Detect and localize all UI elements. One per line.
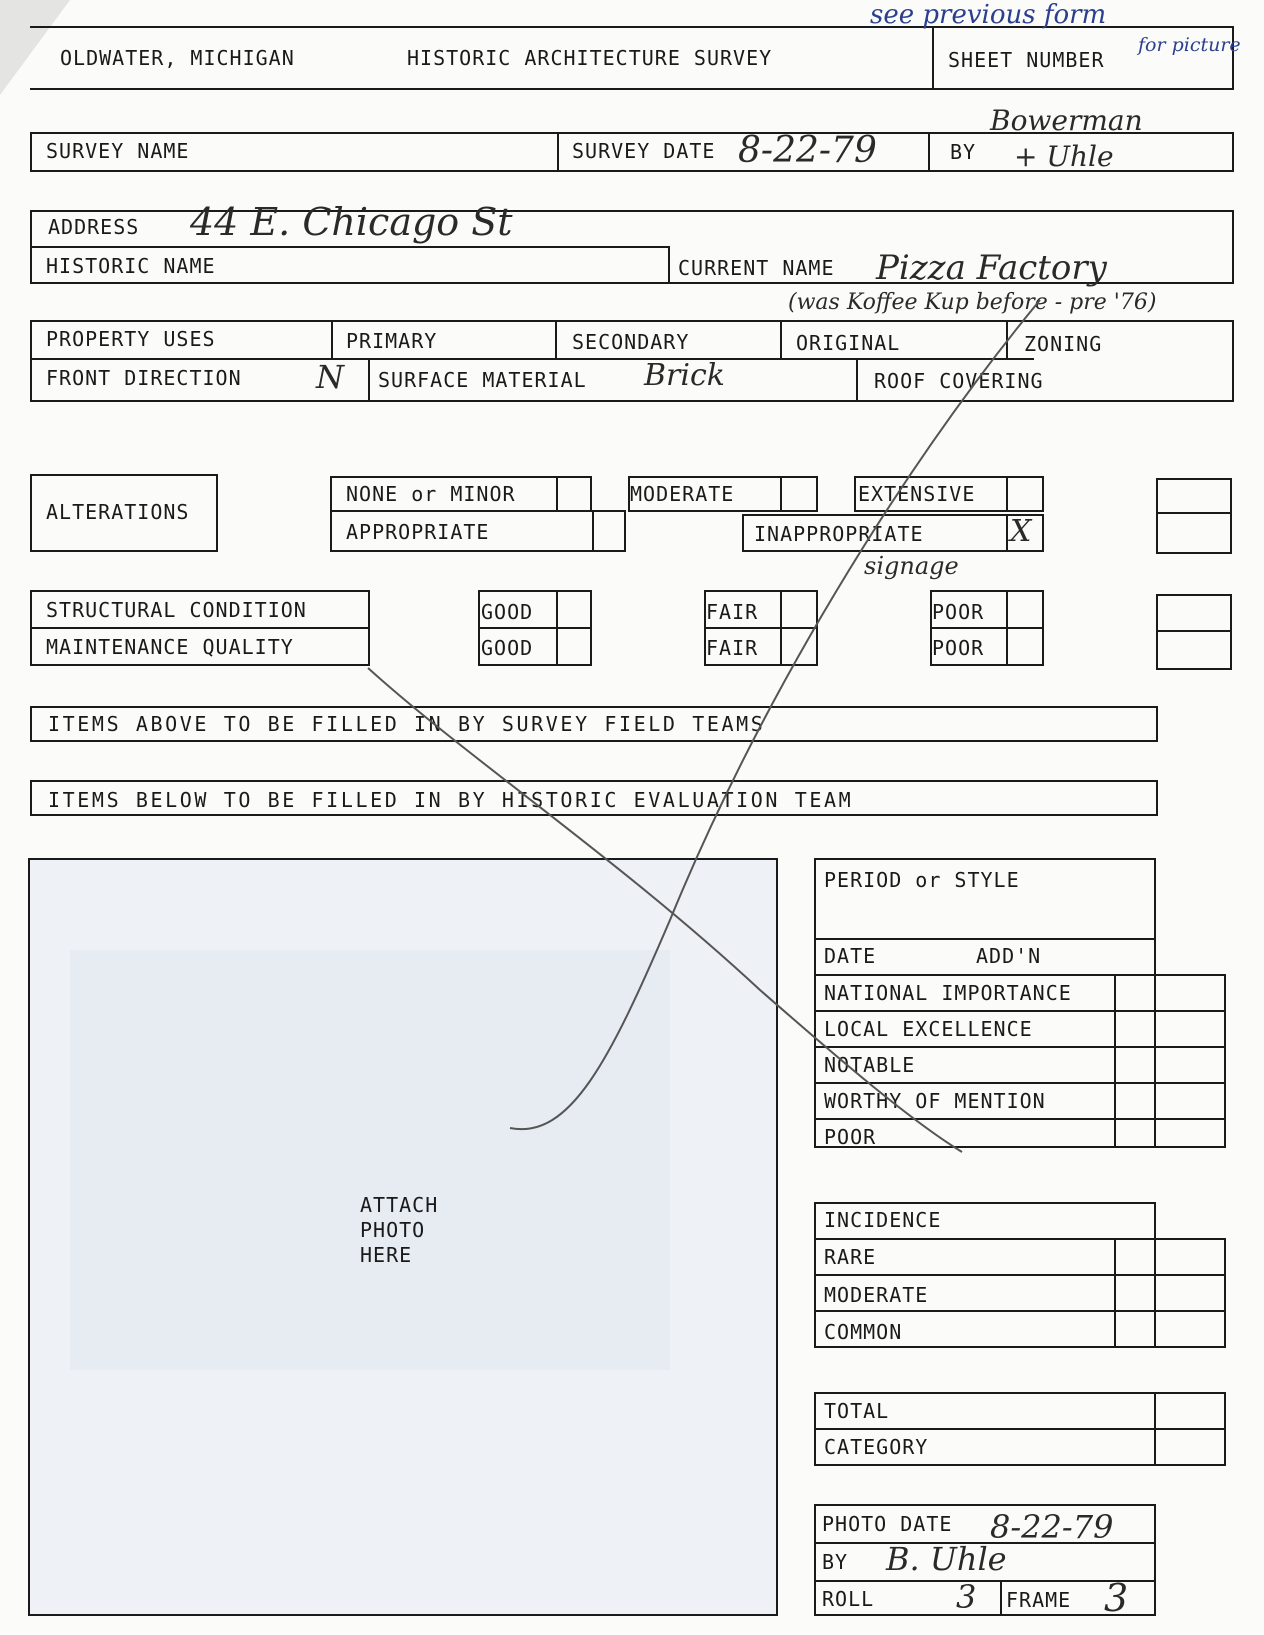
maintenance-good: GOOD <box>481 636 534 660</box>
maintenance-fair: FAIR <box>706 636 759 660</box>
secondary-label: SECONDARY <box>572 330 690 354</box>
structural-label: STRUCTURAL CONDITION <box>46 598 307 622</box>
inappropriate-label: INAPPROPRIATE <box>754 522 924 546</box>
total-label: TOTAL <box>824 1399 890 1423</box>
current-name-note: (was Koffee Kup before - pre '76) <box>788 290 1157 315</box>
surface-material-value: Brick <box>644 358 725 393</box>
survey-by-value-1: Bowerman <box>990 104 1143 137</box>
front-direction-value: N <box>316 358 344 396</box>
note-for-picture: for picture <box>1138 34 1241 56</box>
attach-photo-line3: HERE <box>360 1243 413 1267</box>
attach-photo-line1: ATTACH <box>360 1193 439 1217</box>
photo-by-value: B. Uhle <box>886 1540 1007 1578</box>
inappropriate-mark: X <box>1010 514 1032 549</box>
photo-date-label: PHOTO DATE <box>822 1512 953 1536</box>
eval-row-poor: POOR <box>824 1125 877 1149</box>
none-minor-label: NONE or MINOR <box>346 482 516 506</box>
appropriate-label: APPROPRIATE <box>346 520 490 544</box>
banner-below-text: ITEMS BELOW TO BE FILLED IN BY HISTORIC EVALUATION TEAM <box>48 788 854 812</box>
eval-row-local: LOCAL EXCELLENCE <box>824 1017 1033 1041</box>
note-see-previous: see previous form <box>870 0 1107 30</box>
frame-label: FRAME <box>1006 1588 1072 1612</box>
maintenance-poor: POOR <box>932 636 985 660</box>
alterations-note: signage <box>864 552 959 580</box>
survey-by-label: BY <box>950 140 977 164</box>
surface-material-label: SURFACE MATERIAL <box>378 368 587 392</box>
survey-date-label: SURVEY DATE <box>572 139 716 163</box>
header-city: OLDWATER, MICHIGAN <box>60 46 295 70</box>
survey-date-value: 8-22-79 <box>738 130 877 171</box>
pencil-strike-1 <box>510 300 1040 1129</box>
incidence-rare: RARE <box>824 1245 877 1269</box>
eval-date-label: DATE <box>824 944 877 968</box>
primary-label: PRIMARY <box>346 329 438 353</box>
moderate-alt-label: MODERATE <box>630 482 735 506</box>
frame-value: 3 <box>1104 1576 1129 1620</box>
eval-row-national: NATIONAL IMPORTANCE <box>824 981 1072 1005</box>
attach-photo-line2: PHOTO <box>360 1218 426 1242</box>
incidence-common: COMMON <box>824 1320 903 1344</box>
incidence-moderate: MODERATE <box>824 1283 929 1307</box>
historic-name-label: HISTORIC NAME <box>46 254 216 278</box>
photo-by-label: BY <box>822 1550 849 1574</box>
structural-poor: POOR <box>932 600 985 624</box>
eval-row-worthy: WORTHY OF MENTION <box>824 1089 1046 1113</box>
survey-by-value-2: + Uhle <box>1014 140 1114 173</box>
banner-above-text: ITEMS ABOVE TO BE FILLED IN BY SURVEY FIELD TEAMS <box>48 712 766 736</box>
alterations-label: ALTERATIONS <box>46 500 190 524</box>
roll-value: 3 <box>956 1578 977 1616</box>
address-value: 44 E. Chicago St <box>190 200 513 244</box>
roll-label: ROLL <box>822 1587 875 1611</box>
sheet-number-label: SHEET NUMBER <box>948 48 1105 72</box>
survey-name-label: SURVEY NAME <box>46 139 190 163</box>
current-name-value: Pizza Factory <box>876 248 1107 288</box>
zoning-label: ZONING <box>1024 332 1103 356</box>
pencil-strike-2 <box>368 668 962 1152</box>
photo-date-value: 8-22-79 <box>990 1508 1114 1546</box>
address-label: ADDRESS <box>48 215 140 239</box>
period-style-label: PERIOD or STYLE <box>824 868 1020 892</box>
original-label: ORIGINAL <box>796 331 901 355</box>
structural-good: GOOD <box>481 600 534 624</box>
extensive-label: EXTENSIVE <box>858 482 976 506</box>
maintenance-label: MAINTENANCE QUALITY <box>46 635 294 659</box>
eval-row-notable: NOTABLE <box>824 1053 916 1077</box>
eval-addn-label: ADD'N <box>976 944 1042 968</box>
header-title: HISTORIC ARCHITECTURE SURVEY <box>407 46 773 70</box>
current-name-label: CURRENT NAME <box>678 256 835 280</box>
incidence-label: INCIDENCE <box>824 1208 942 1232</box>
property-uses-label: PROPERTY USES <box>46 327 216 351</box>
category-label: CATEGORY <box>824 1435 929 1459</box>
front-direction-label: FRONT DIRECTION <box>46 366 242 390</box>
structural-fair: FAIR <box>706 600 759 624</box>
roof-covering-label: ROOF COVERING <box>874 369 1044 393</box>
